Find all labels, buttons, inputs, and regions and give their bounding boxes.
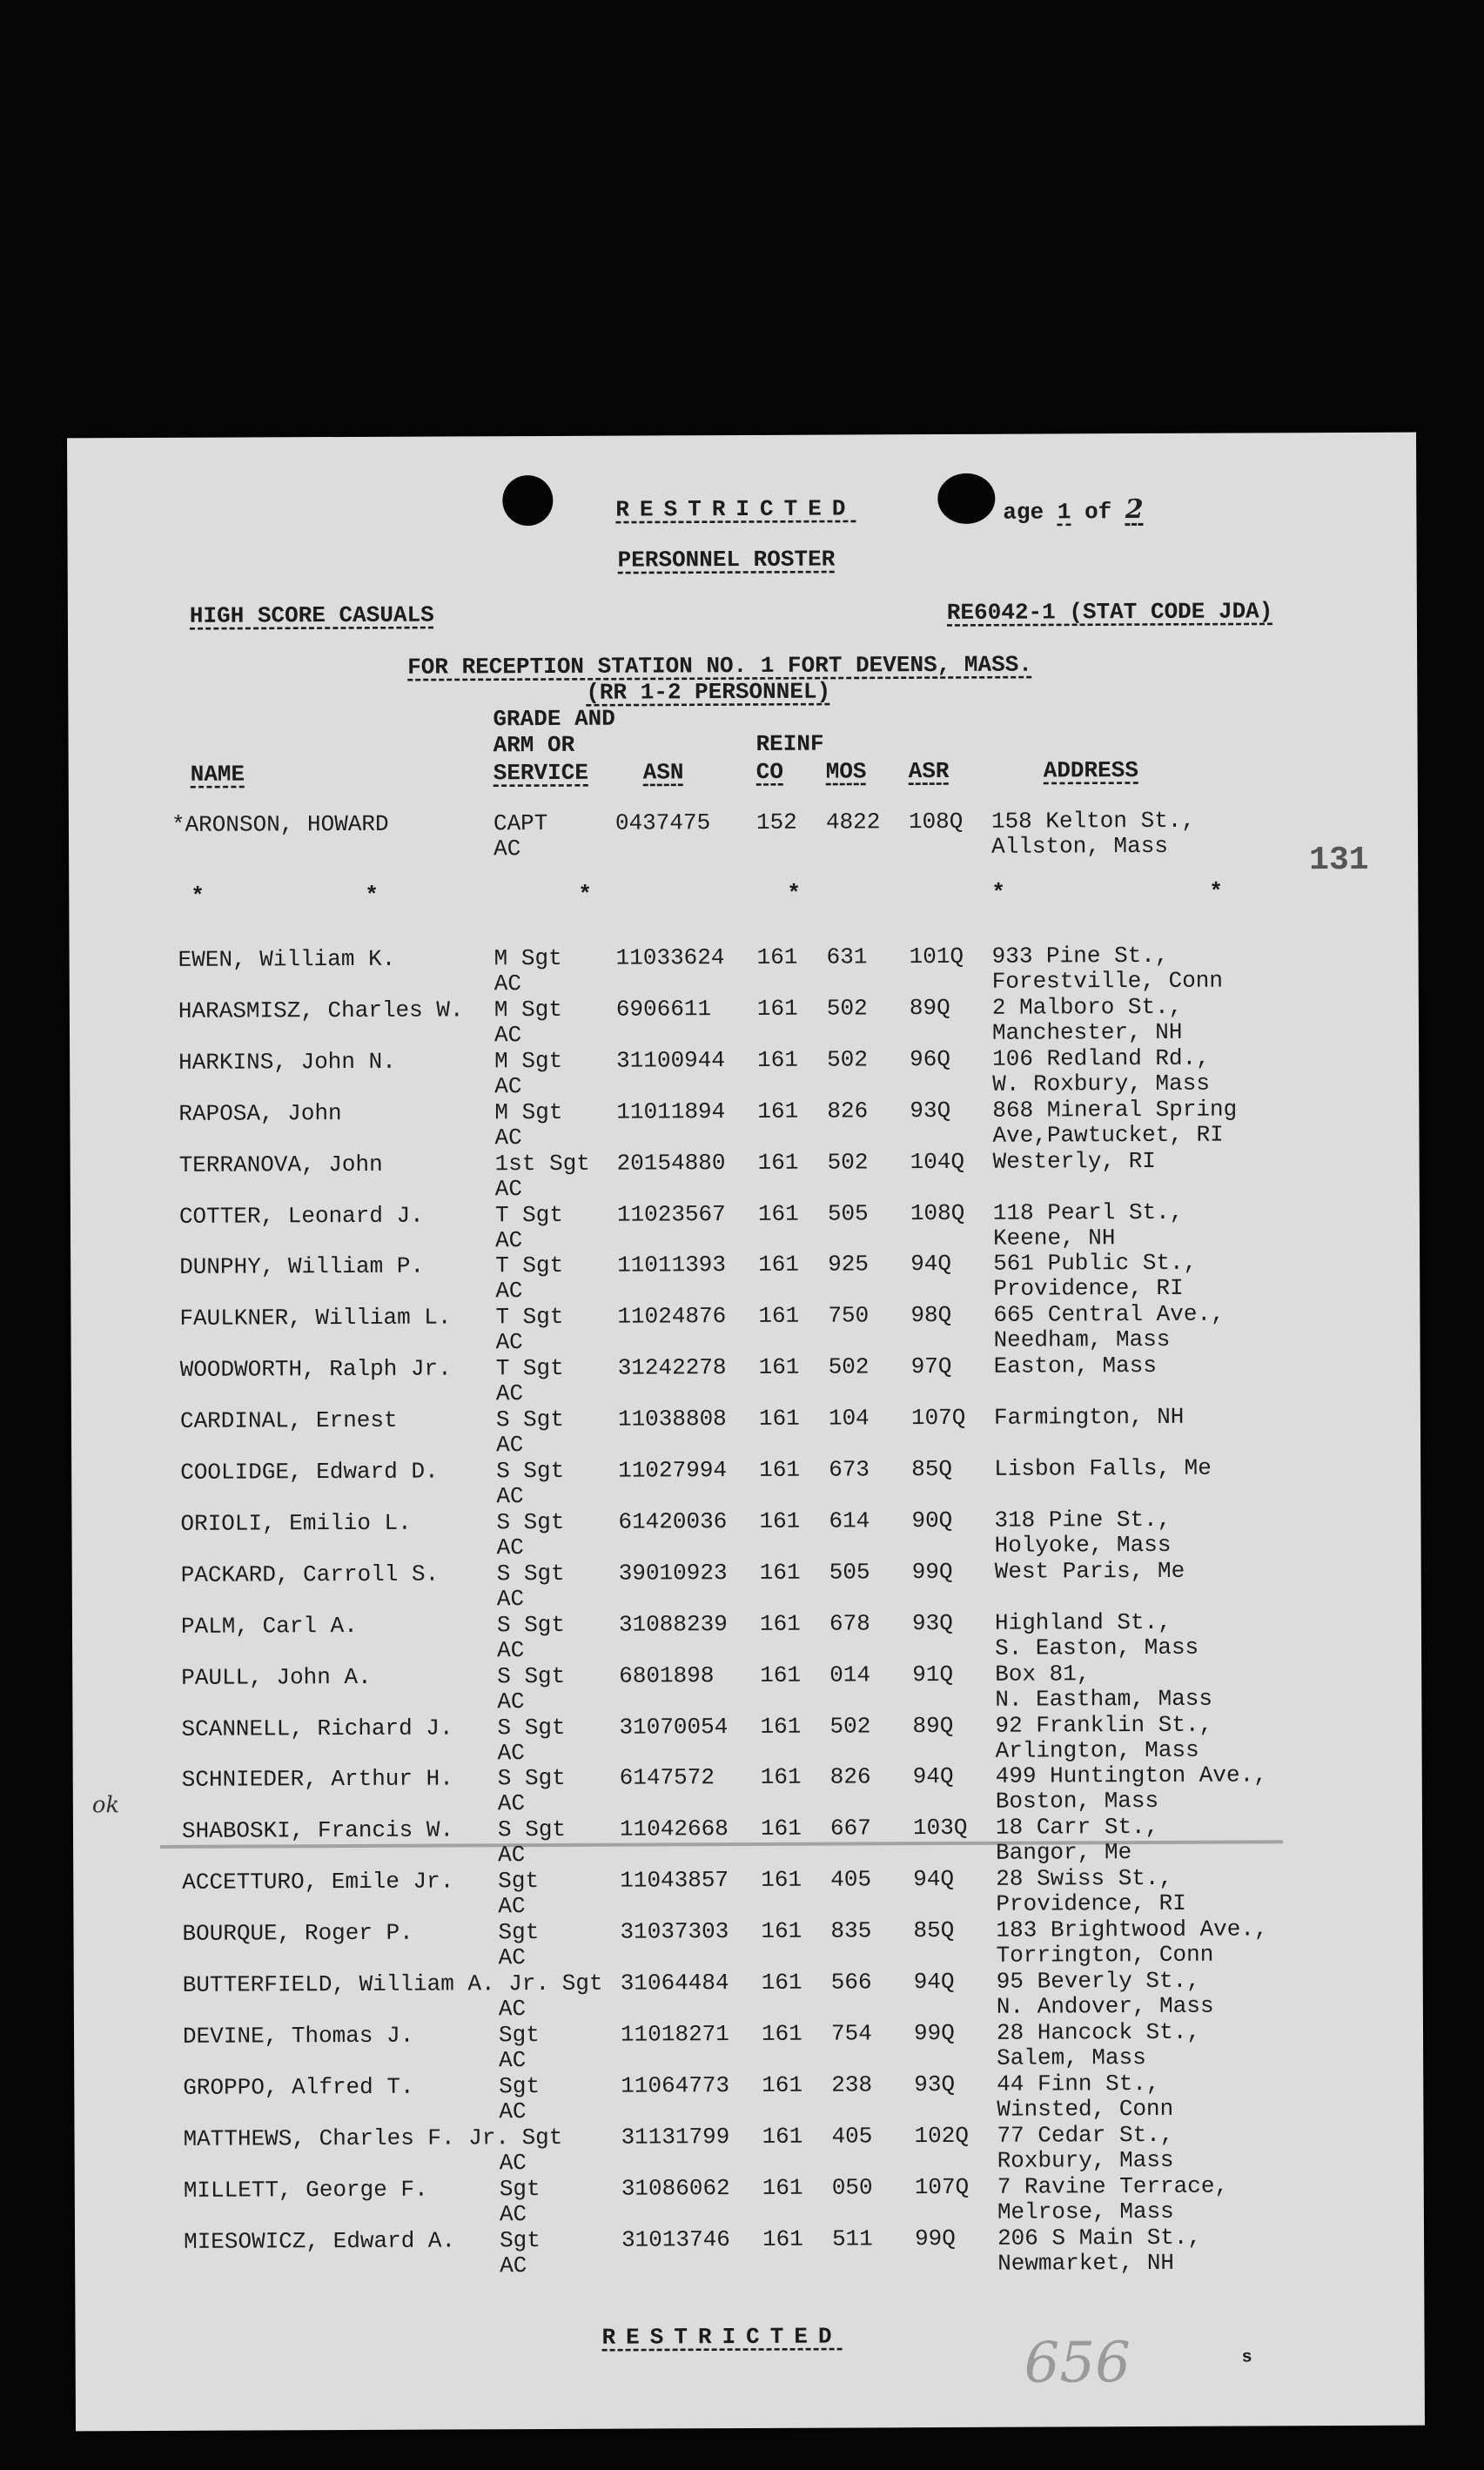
cell-addr2: Melrose, Mass [997,2198,1174,2225]
station-line: FOR RECEPTION STATION NO. 1 FORT DEVENS, MASS. [407,651,1032,681]
cell-co: 161 [761,1917,802,1945]
page-total: 2 [1125,493,1144,526]
cell-name: FAULKNER, William L. [179,1304,452,1332]
cell-asr: 91Q [912,1661,954,1688]
cell-service: AC [497,1739,525,1766]
cell-addr1: West Paris, Me [994,1557,1185,1585]
cell-asn: 31037303 [620,1918,729,1945]
cell-service: AC [499,2149,527,2176]
cell-addr2: N. Andover, Mass [996,1992,1214,2020]
cell-service: AC [496,1534,524,1561]
cell-asn: 31086062 [621,2174,730,2202]
cell-name: ORIOLI, Emilio L. [180,1509,412,1537]
cell-mos: 050 [831,2173,873,2201]
cell-co: 161 [759,1507,801,1534]
cell-addr2: Winsted, Conn [997,2095,1174,2123]
cell-service: AC [495,1329,523,1356]
cell-asn: 39010923 [618,1559,728,1587]
cell-name: GROPPO, Alfred T. [183,2073,414,2101]
cell-service: AC [494,1022,522,1049]
separator-asterisk: * [578,881,592,908]
cell-mos: 614 [829,1507,870,1534]
cell-co: 161 [760,1816,802,1842]
page-indicator [1003,494,1143,526]
cell-mos: 502 [826,995,868,1022]
cell-co: 161 [759,1559,801,1586]
cell-service: AC [497,1636,525,1663]
officer-address-line2: Allston, Mass [991,832,1168,860]
cell-asr: 99Q [913,2019,955,2047]
cell-grade: T Sgt [494,1201,563,1228]
cell-addr1: Westerly, RI [992,1147,1156,1175]
cell-asn: 6147572 [619,1764,715,1792]
cell-service: AC [495,1380,524,1407]
separator-asterisk: * [787,880,801,907]
cell-name: BOURQUE, Roger P. [182,1919,413,1947]
cell-mos: 750 [828,1302,870,1329]
separator-asterisk: * [191,883,205,909]
cell-mos: 502 [828,1353,870,1380]
cell-asn: 11023567 [616,1200,726,1228]
cell-addr2: N. Eastham, Mass [995,1685,1213,1713]
col-asr: ASR [908,757,950,785]
cell-co: 161 [758,1405,800,1433]
corner-mark: s [1241,2347,1252,2368]
cell-service: AC [494,1124,522,1151]
cell-addr2: Newmarket, NH [997,2249,1175,2277]
cell-name: SHABOSKI, Francis W. [181,1816,454,1845]
page-label: age [1003,499,1044,526]
cell-grade: S Sgt [496,1457,565,1485]
cell-asr: 94Q [913,1968,955,1996]
separator-asterisk: * [365,882,379,909]
cell-grade: Sgt [499,2175,541,2202]
cell-asn: 31064484 [620,1970,729,1997]
cell-addr1: 106 Redland Rd., [992,1044,1210,1072]
cell-co: 161 [756,943,798,970]
cell-grade: S Sgt [497,1816,567,1843]
classification-footer: RESTRICTED [601,2323,843,2351]
handwritten-number: 656 [1024,2331,1131,2396]
cell-co: 161 [761,1969,802,1996]
cell-asn: 61420036 [618,1507,728,1535]
col-co: CO [755,758,783,785]
cell-addr1: 28 Hancock St., [996,2018,1201,2046]
cell-co: 161 [761,1866,802,1894]
cell-asn: 31100944 [616,1046,726,1074]
cell-addr1: 868 Mineral Spring [992,1096,1238,1124]
cell-addr2: Boston, Mass [995,1788,1159,1816]
cell-grade: M Sgt [494,944,562,972]
cell-addr1: Highland St., [994,1608,1172,1636]
cell-service: AC [499,2097,527,2125]
cell-mos: 502 [829,1712,871,1740]
cell-name: HARASMISZ, Charles W. [178,997,464,1024]
cell-co: 161 [759,1456,801,1483]
cell-service: AC [494,1226,523,1253]
col-address: ADDRESS [1043,757,1138,784]
stat-code: RE6042-1 (STAT CODE JDA) [946,598,1273,626]
cell-addr2: Ave,Pawtucket, RI [992,1121,1224,1149]
cell-asn: 31013746 [621,2225,730,2253]
cell-mos: 238 [831,2071,873,2098]
cell-asr: 103Q [912,1815,968,1842]
cell-name: DUNPHY, William P. [179,1253,425,1281]
subtitle: (RR 1-2 PERSONNEL) [586,678,831,706]
cell-grade: S Sgt [496,1611,566,1638]
cell-co: 161 [757,1046,799,1073]
cell-mos: 405 [830,1866,872,1893]
cell-addr1: 44 Finn St., [997,2070,1160,2097]
cell-asr: 97Q [910,1353,952,1380]
cell-grade: S Sgt [496,1508,565,1536]
cell-asn: 11043857 [620,1867,729,1894]
cell-addr2: S. Easton, Mass [995,1634,1199,1661]
col-reinf: REINF [755,730,824,757]
cell-service: AC [499,2047,527,2074]
cell-name: BUTTERFIELD, William A. Jr. [182,1970,550,1998]
officer-mos: 4822 [825,809,881,836]
cell-asr: 108Q [910,1199,965,1226]
cell-grade: M Sgt [494,996,562,1024]
officer-name: *ARONSON, HOWARD [171,810,389,838]
cell-grade: Sgt [498,1868,540,1895]
cell-name: MILLETT, George F. [183,2176,428,2204]
cell-addr1: 499 Huntington Ave., [995,1762,1267,1790]
cell-service: AC [500,2252,527,2279]
cell-grade: M Sgt [494,1098,563,1125]
cell-mos: 826 [829,1763,871,1790]
cell-co: 161 [757,1200,799,1227]
cell-addr1: Lisbon Falls, Me [994,1454,1212,1482]
cell-asr: 94Q [913,1866,955,1893]
col-mos: MOS [825,758,867,785]
cell-co: 161 [762,2071,803,2098]
cell-asn: 31070054 [619,1713,729,1741]
cell-co: 161 [762,2123,803,2150]
cell-co: 161 [762,2174,803,2201]
cell-asn: 31242278 [617,1354,727,1381]
cell-asr: 89Q [912,1712,954,1739]
cell-asr: 94Q [910,1251,952,1278]
cell-addr1: 561 Public St., [993,1250,1198,1278]
cell-addr2: Arlington, Mass [995,1736,1199,1764]
cell-asn: 11038808 [617,1406,727,1433]
cell-grade: Sgt [561,1970,603,1997]
group-label: HIGH SCORE CASUALS [189,601,434,629]
cell-co: 161 [760,1661,802,1688]
cell-service: AC [494,1072,522,1100]
cell-service: AC [494,1175,523,1202]
cell-service: AC [498,1944,526,1971]
cell-mos: 505 [827,1199,869,1227]
cell-addr2: Keene, NH [992,1224,1116,1252]
cell-addr2: Manchester, NH [991,1018,1183,1046]
cell-addr2: Torrington, Conn [996,1941,1214,1969]
cell-asr: 99Q [914,2225,956,2252]
cell-mos: 014 [829,1661,871,1688]
cell-mos: 678 [829,1610,870,1637]
officer-address-line1: 158 Kelton St., [990,807,1196,835]
cell-addr2: Providence, RI [996,1889,1186,1917]
cell-asn: 6801898 [619,1661,715,1689]
cell-asr: 96Q [910,1045,951,1072]
cell-asn: 11033624 [615,944,725,971]
cell-addr2: Forestville, Conn [991,967,1224,995]
cell-asr: 90Q [911,1507,953,1534]
cell-grade: Sgt [499,2072,541,2100]
cell-name: MATTHEWS, Charles F. Jr. [183,2124,510,2152]
cell-grade: S Sgt [496,1560,565,1587]
separator-asterisk: * [991,879,1005,906]
cell-addr2: W. Roxbury, Mass [992,1070,1210,1097]
cell-name: RAPOSA, John [178,1099,342,1127]
cell-service: AC [495,1278,523,1305]
cell-grade: Sgt [521,2124,563,2151]
punch-hole [502,475,553,526]
cell-name: CARDINAL, Ernest [179,1406,398,1434]
cell-co: 161 [759,1610,801,1637]
cell-grade: T Sgt [495,1355,564,1382]
cell-grade: M Sgt [494,1047,563,1075]
cell-addr1: 118 Pearl St., [992,1198,1184,1226]
cell-addr1: 92 Franklin St., [995,1711,1213,1739]
cell-co: 161 [757,1149,799,1176]
cell-addr2: Bangor, Me [996,1839,1132,1867]
cell-mos: 835 [830,1917,872,1944]
cell-asr: 89Q [909,994,950,1022]
margin-check-mark: ok [91,1792,120,1819]
cell-asr: 93Q [911,1609,953,1636]
cell-addr1: Farmington, NH [993,1403,1185,1431]
cell-service: AC [496,1483,524,1510]
cell-mos: 631 [826,943,868,970]
cell-grade: T Sgt [495,1252,564,1279]
cell-grade: T Sgt [495,1304,564,1331]
cell-grade: S Sgt [495,1406,565,1433]
cell-grade: S Sgt [497,1662,566,1689]
officer-asr: 108Q [908,808,964,836]
cell-addr1: 28 Swiss St., [996,1865,1173,1892]
cell-asn: 31131799 [621,2123,730,2151]
cell-addr1: 18 Carr St., [995,1814,1159,1842]
cell-name: COTTER, Leonard J. [178,1202,424,1230]
cell-addr1: 95 Beverly St., [996,1967,1200,1995]
cell-co: 161 [758,1303,800,1330]
cell-asr: 85Q [913,1917,955,1944]
cell-mos: 511 [831,2225,873,2252]
cell-asn: 11018271 [620,2020,729,2048]
cell-addr1: 665 Central Ave., [993,1300,1225,1329]
cell-service: AC [499,2200,527,2227]
cell-name: MIESOWICZ, Edward A. [183,2226,456,2255]
cell-co: 161 [760,1713,802,1740]
cell-mos: 566 [830,1969,872,1996]
cell-mos: 667 [829,1815,871,1842]
col-name: NAME [190,761,245,788]
cell-addr2: Needham, Mass [993,1326,1171,1354]
cell-asn: 11011894 [616,1097,726,1125]
cell-co: 161 [758,1252,800,1279]
cell-addr1: 318 Pine St., [994,1506,1172,1534]
cell-mos: 104 [828,1405,870,1432]
cell-grade: Sgt [498,1919,540,1946]
cell-addr2: Providence, RI [993,1275,1184,1303]
cell-name: SCANNELL, Richard J. [181,1714,453,1742]
cell-mos: 754 [830,2020,872,2047]
cell-service: AC [495,1432,524,1459]
cell-asr: 94Q [912,1763,954,1790]
cell-co: 161 [761,2020,802,2047]
cell-name: PALM, Carl A. [180,1612,358,1640]
cell-addr1: 933 Pine St., [991,942,1169,970]
cell-mos: 505 [829,1559,870,1586]
cell-name: COOLIDGE, Edward D. [180,1458,439,1486]
cell-asn: 20154880 [616,1149,726,1177]
officer-asn: 0437475 [614,809,711,836]
cell-asr: 93Q [910,1097,951,1124]
cell-co: 161 [756,995,798,1022]
cell-addr1: 77 Cedar St., [997,2121,1174,2149]
cell-asr: 102Q [914,2122,970,2149]
cell-asr: 93Q [914,2071,956,2097]
stamp-number: 131 [1309,841,1369,880]
cell-grade: S Sgt [497,1714,566,1741]
cell-service: AC [498,1842,526,1869]
cell-name: TERRANOVA, John [178,1151,383,1178]
roster-page [67,433,1425,2432]
cell-mos: 826 [827,1097,869,1124]
cell-asr: 101Q [909,943,964,970]
cell-asn: 11024876 [617,1303,727,1330]
cell-asr: 99Q [911,1558,953,1585]
cell-asn: 11042668 [619,1816,729,1842]
cell-service: AC [498,1996,527,2023]
cell-asn: 11011393 [617,1252,727,1279]
separator-asterisk: * [1209,878,1223,905]
page-of: of [1084,499,1112,526]
cell-service: AC [496,1585,525,1613]
cell-name: EWEN, William K. [178,945,396,973]
cell-service: AC [498,1893,526,1920]
cell-asn: 11027994 [618,1457,728,1484]
cell-asr: 85Q [911,1455,953,1483]
cell-service: AC [494,970,522,997]
cell-name: SCHNIEDER, Arthur H. [181,1765,453,1794]
cell-addr1: Box 81, [995,1660,1091,1688]
cell-name: PACKARD, Carroll S. [180,1561,440,1588]
cell-addr2: Salem, Mass [997,2044,1146,2071]
cell-service: AC [497,1688,525,1715]
cell-asr: 98Q [910,1302,952,1329]
cell-name: PAULL, John A. [181,1663,372,1691]
cell-addr1: Easton, Mass [993,1352,1157,1379]
cell-grade: 1st Sgt [494,1150,590,1177]
cell-asn: 31088239 [618,1610,728,1638]
cell-mos: 673 [829,1456,870,1483]
cell-grade: Sgt [498,2021,540,2049]
cell-mos: 925 [828,1251,870,1278]
cell-asn: 11064773 [621,2071,730,2099]
cell-mos: 502 [827,1046,869,1073]
punch-hole [937,473,995,524]
cell-asr: 107Q [910,1404,966,1432]
cell-addr1: 2 Malboro St., [991,993,1183,1021]
cell-asn: 6906611 [615,996,712,1023]
cell-asr: 104Q [910,1148,965,1175]
col-asn: ASN [642,759,684,786]
col-service: SERVICE [493,759,588,787]
cell-addr1: 183 Brightwood Ave., [996,1916,1268,1943]
cell-addr1: 7 Ravine Terrace, [997,2172,1229,2200]
cell-co: 161 [760,1764,802,1791]
officer-co: 152 [755,809,797,836]
cell-name: WOODWORTH, Ralph Jr. [179,1355,452,1384]
cell-name: ACCETTURO, Emile Jr. [182,1868,454,1896]
cell-addr2: Holyoke, Mass [994,1531,1172,1559]
cell-grade: Sgt [499,2226,541,2253]
classification-header: RESTRICTED [615,495,856,523]
cell-addr1: 206 S Main St., [997,2224,1202,2252]
col-grade-line2: ARM OR [493,731,575,759]
cell-name: DEVINE, Thomas J. [182,2022,414,2050]
cell-mos: 405 [831,2123,873,2150]
page-number: 1 [1057,499,1071,526]
cell-asr: 107Q [914,2173,970,2200]
cell-mos: 502 [827,1148,869,1176]
col-grade-line1: GRADE AND [493,705,615,733]
cell-co: 161 [758,1353,800,1381]
cell-name: HARKINS, John N. [178,1048,396,1076]
cell-co: 161 [757,1097,799,1124]
officer-grade: CAPT [493,809,548,837]
cell-service: AC [497,1790,526,1817]
officer-service: AC [494,836,521,862]
document-title: PERSONNEL ROSTER [617,546,836,574]
cell-grade: S Sgt [497,1765,566,1792]
cell-co: 161 [762,2225,803,2252]
cell-addr2: Roxbury, Mass [997,2146,1174,2174]
